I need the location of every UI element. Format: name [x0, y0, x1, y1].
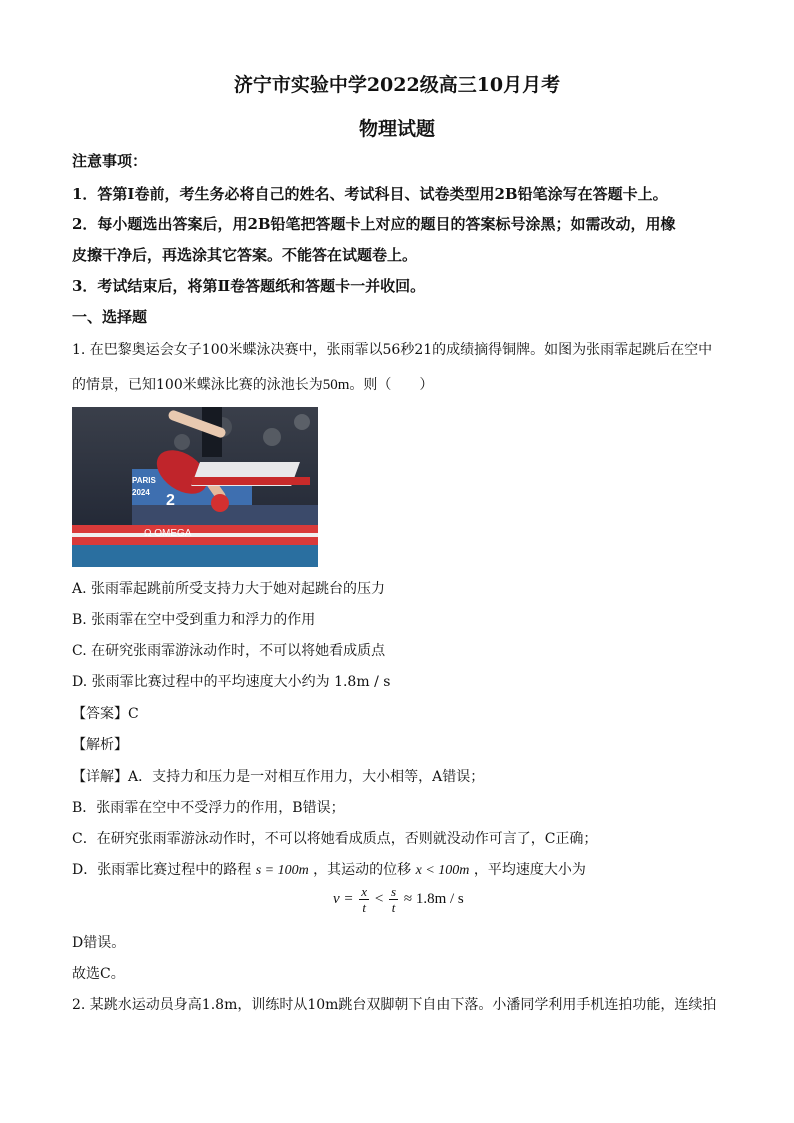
banner-year: 2024	[132, 488, 150, 497]
notes-heading: 注意事项：	[72, 152, 148, 170]
answer-label: 【答案】C	[72, 706, 139, 722]
fraction-x-over-t	[359, 884, 369, 915]
pool-length: 50m	[322, 377, 350, 393]
lane-number: 2	[166, 492, 175, 509]
approx-value: ≈ 1.8m / s	[403, 890, 464, 907]
banner-paris: PARIS	[132, 476, 156, 485]
option-c: C. 在研究张雨霏游泳动作时，不可以将她看成质点	[72, 643, 386, 659]
fraction-s-over-t	[389, 884, 398, 915]
question-1-stem: 1. 在巴黎奥运会女子100米蝶泳决赛中，张雨霏以56秒21的成绩摘得铜牌。如图为张雨霏起跳后在空中	[72, 342, 713, 358]
detail-d-text: D．张雨霏比赛过程中的路程	[72, 862, 252, 878]
exam-subtitle: 物理试题	[358, 118, 435, 140]
section-heading: 一、选择题	[72, 308, 148, 326]
detail-d-post: ，平均速度大小为	[473, 862, 586, 878]
note-item-1: 1．答第Ⅰ卷前，考生务必将自己的姓名、考试科目、试卷类型用2B铅笔涂写在答题卡上。	[72, 185, 668, 203]
detail-a: 【详解】A．支持力和压力是一对相互作用力，大小相等，A错误；	[72, 769, 485, 785]
frac-den-t2: t	[391, 900, 396, 915]
question-2-stem: 2. 某跳水运动员身高1.8m，训练时从10m跳台双脚朝下自由下落。小潘同学利用手机连拍功能，连续拍	[72, 997, 717, 1013]
note-item-3: 3．考试结束后，将第Ⅱ卷答题纸和答题卡一并收回。	[72, 277, 426, 295]
note-item-2: 2．每小题选出答案后，用2B铅笔把答题卡上对应的题目的答案标号涂黑；如需改动，用橡	[72, 215, 676, 233]
option-d: D. 张雨霏比赛过程中的平均速度大小约为 1.8m / s	[72, 674, 391, 690]
displacement-expr: x < 100m	[415, 863, 470, 878]
detail-c: C．在研究张雨霏游泳动作时，不可以将她看成质点，否则就没动作可言了，C正确；	[72, 831, 598, 847]
omega-brand: Ω OMEGA	[144, 528, 192, 539]
exam-title: 济宁市实验中学2022级高三10月月考	[233, 74, 561, 96]
frac-num-x: x	[361, 884, 368, 899]
average-speed-formula	[333, 884, 464, 924]
question-1-stem-cont	[72, 374, 433, 394]
analysis-label: 【解析】	[72, 737, 128, 753]
option-a: A. 张雨霏起跳前所受支持力大于她对起跳台的压力	[72, 581, 386, 597]
d-wrong: D错误。	[72, 935, 126, 951]
detail-b: B．张雨霏在空中不受浮力的作用，B错误；	[72, 800, 345, 816]
detail-d	[72, 859, 586, 879]
stem-text: 的情景，已知100米蝶泳比赛的泳池长为	[72, 377, 323, 393]
stem-tail: 。则（ ）	[349, 377, 434, 393]
swimmer-photo	[72, 407, 318, 567]
frac-num-s: s	[391, 884, 397, 899]
option-b: B. 张雨霏在空中受到重力和浮力的作用	[72, 612, 316, 628]
detail-d-mid: ，其运动的位移	[313, 862, 412, 878]
distance-expr: s = 100m	[255, 863, 309, 878]
frac-den-t: t	[362, 900, 366, 915]
note-item-2-cont: 皮擦干净后，再选涂其它答案。不能答在试题卷上。	[72, 246, 418, 264]
formula-lhs: v =	[333, 890, 354, 907]
final-choice: 故选C。	[72, 966, 125, 982]
less-than: <	[374, 890, 384, 907]
